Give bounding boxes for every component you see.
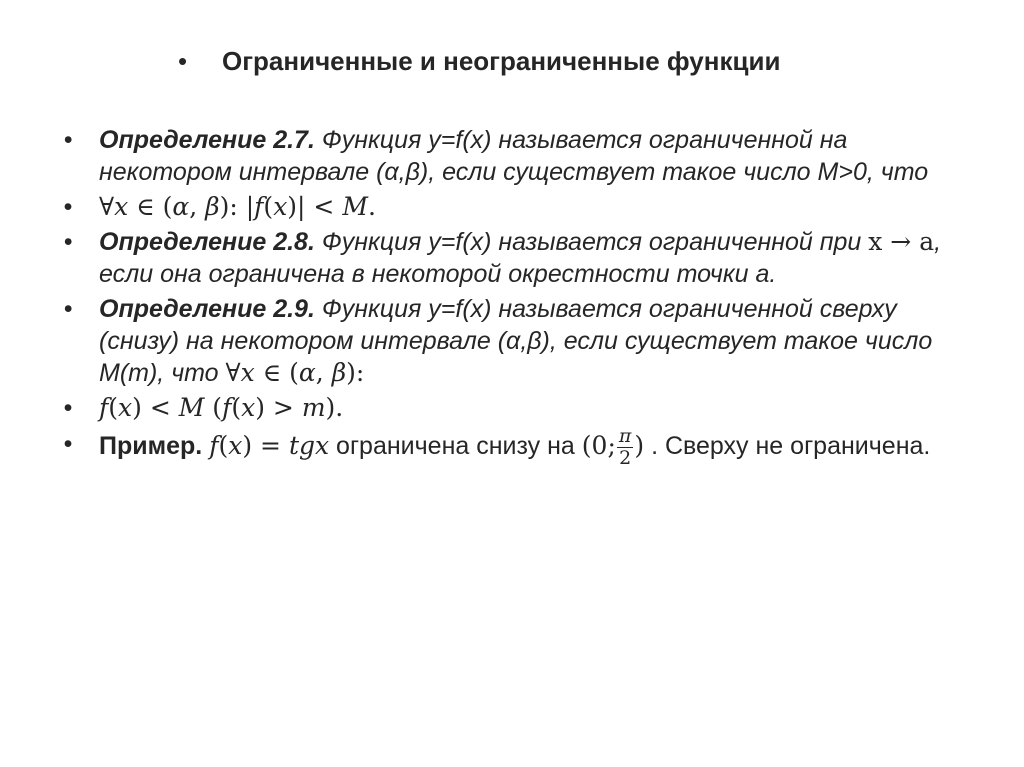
example-label: Пример. [99,432,203,460]
math-op: ): [346,358,365,387]
math-op: ) [634,431,645,460]
example-item [58,427,958,468]
math-op: . [367,192,376,221]
math-var: f [222,393,232,422]
math-op: ( [231,393,242,422]
math-var: β [205,192,220,221]
math-var: M [342,192,368,221]
math-forall: ∀ [225,358,241,387]
math-var: x [118,393,133,422]
definition-label: Определение 2.8. [99,228,315,256]
math-op: ( [204,393,223,422]
math-var: f [254,192,264,221]
math-op: ( [263,192,274,221]
math-op: ∈ ( [254,358,299,387]
math-op: ( [108,393,119,422]
math-var: x [241,393,256,422]
definition-label: Определение 2.9. [99,295,315,323]
example-text: . Сверху не ограничена. [644,432,931,460]
math-var: m [301,393,326,422]
definition-2-7 [58,124,958,188]
math-op: ( [218,431,229,460]
math-forall: ∀ [99,192,115,221]
math-var: x [228,431,243,460]
fraction-denominator: 2 [619,447,632,469]
math-op: , [315,358,332,387]
definition-text: Функция y=f(x) называется ограниченной при [314,228,869,256]
math-var: f [209,431,219,460]
math-formula [99,192,376,221]
math-op: ) = [242,431,289,460]
math-var: x [114,192,129,221]
math-formula [99,393,343,422]
bullet-marker: • [63,394,73,422]
math-op: )| < [287,192,343,221]
slide-title [178,44,938,78]
math-op: (0; [581,431,616,460]
definition-text: Функция y=f(x) называется ограниченной на некотором интервале (α,β), если существует такое число M>0, что [99,126,929,186]
math-op: ): | [219,192,255,221]
bullet-marker: • [63,228,73,256]
fraction [617,427,634,468]
math-var: α [298,358,316,387]
math-op: ) > [255,393,302,422]
math-var: f [99,393,109,422]
title-bullet: • [178,46,188,76]
bullet-marker: • [63,193,73,221]
example-text: ограничена снизу на [329,432,582,460]
definition-2-8 [58,226,958,290]
bullet-list [58,124,958,471]
bullet-marker: • [63,126,73,154]
math-inline: x → a [868,227,935,256]
math-var: tgx [288,431,330,460]
formula-bounded [58,191,958,223]
math-interval [581,425,645,469]
definition-text: Функция y=f(x) называется ограниченной сверху (снизу) на некотором интервале (α,β), если существует такое число M(m), что [99,295,933,387]
bullet-marker: • [63,295,73,323]
bullet-marker: • [63,430,73,458]
definition-text: , если она ограничена в некоторой окрестности точки а. [99,228,942,288]
definition-2-9 [58,293,958,389]
math-inline [209,431,329,460]
math-var: α [172,192,190,221]
definition-label: Определение 2.7. [99,126,315,154]
math-op: , [189,192,206,221]
title-text: Ограниченные и неограниченные функции [222,46,781,76]
math-var: x [273,192,288,221]
math-op: ). [325,393,344,422]
formula-upper-lower [58,392,958,424]
math-op: ) < [132,393,179,422]
math-op: ∈ ( [128,192,173,221]
math-var: M [178,393,205,422]
fraction-numerator: π [618,425,632,447]
math-inline [226,358,365,387]
math-var: β [331,358,347,387]
math-var: x [240,358,255,387]
